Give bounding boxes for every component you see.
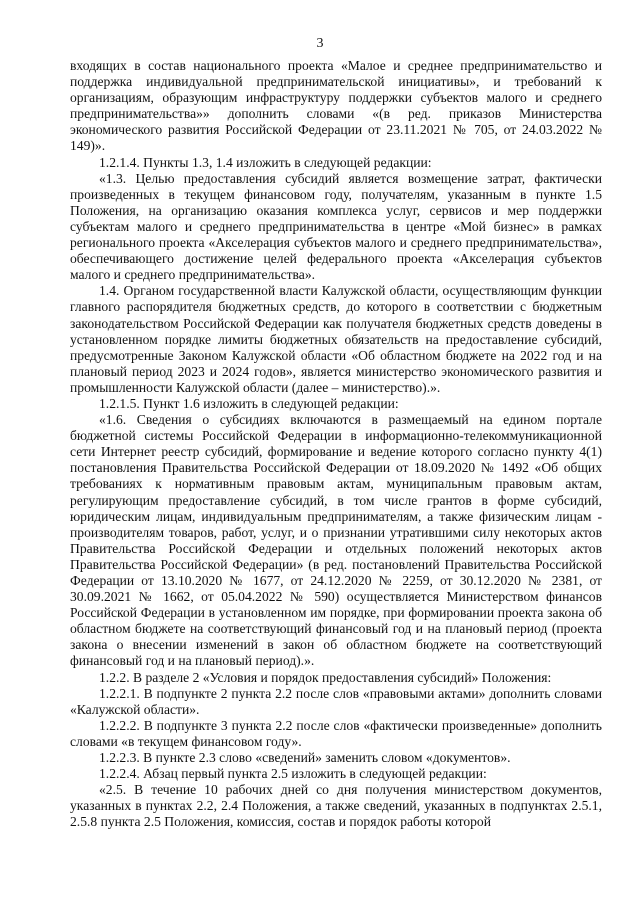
page-number: 3 xyxy=(316,36,324,51)
paragraph: «1.3. Целью предоставления субсидий является возмещение затрат, фактически произведенных в текущем финансовом году, получателям, указанным в пункте 1.5 Положения, на организацию оказания комплекса услуг, сервисов и мер поддержки субъектам малого и среднего предпринимательства в центре «Мой бизнес» в рамках регионального проекта «Акселерация субъектов малого и среднего предпринимательства», обеспечивающего достижение целей федерального проекта «Акселерация субъектов малого и среднего предпринимательства». xyxy=(70,170,602,283)
paragraph: 1.2.1.5. Пункт 1.6 изложить в следующей редакции: xyxy=(99,395,399,411)
paragraph: 1.2.2.2. В подпункте 3 пункта 2.2 после слов «фактически произведенные» дополнить словами «в текущем финансовом году». xyxy=(70,717,602,749)
paragraph: 1.2.2. В разделе 2 «Условия и порядок предоставления субсидий» Положения: xyxy=(99,669,552,685)
paragraph: 1.2.2.1. В подпункте 2 пункта 2.2 после слов «правовыми актами» дополнить словами «Калужской области». xyxy=(70,685,602,717)
paragraph: «2.5. В течение 10 рабочих дней со дня получения министерством документов, указанных в пунктах 2.2, 2.4 Положения, а также сведений, указанных в подпунктах 2.5.1, 2.5.8 пункта 2.5 Положения, комиссия, состав и порядок работы которой xyxy=(70,782,602,830)
paragraph: 1.4. Органом государственной власти Калужской области, осуществляющим функции главного распорядителя бюджетных средств, до которого в соответствии с бюджетным законодательством Российской Федерации как получателя бюджетных средств доведены в установленном порядке лимиты бюджетных обязательств на предоставление субсидий, предусмотренные Законом Калужской области «Об областном бюджете на 2022 год и на плановый период 2023 и 2024 годов», является министерство экономического развития и промышленности Калужской области (далее – министерство).». xyxy=(70,283,602,395)
paragraph: 1.2.1.4. Пункты 1.3, 1.4 изложить в следующей редакции: xyxy=(99,154,432,170)
paragraph: входящих в состав национального проекта «Малое и среднее предпринимательство и поддержка индивидуальной предпринимательской инициативы», и требований к организациям, образующим инфраструктуру поддержки субъектов малого и среднего предпринимательства»» дополнить словами «(в ред. приказов Министерства экономического развития Российской Федерации от 23.11.2021 № 705, от 24.03.2022 № 149)». xyxy=(70,58,602,154)
paragraph: «1.6. Сведения о субсидиях включаются в размещаемый на едином портале бюджетной системы Российской Федерации в информационно-телекоммуникационной сети Интернет реестр субсидий, формирование и ведение которого согласно пункту 4(1) постановления Правительства Российской Федерации от 18.09.2020 № 1492 «Об общих требованиях к нормативным правовым актам, муниципальным правовым актам, регулирующим предоставление субсидий, в том числе грантов в форме субсидий, юридическим лицам, индивидуальным предпринимателям, а также физическим лицам - производителям товаров, работ, услуг, и о признании утратившими силу некоторых актов Правительства Российской Федерации и отдельных положений некоторых актов Правительства Российской Федерации» (в ред. постановлений Правительства Российской Федерации от 13.10.2020 № 1677, от 24.12.2020 № 2259, от 30.12.2020 № 2381, от 30.09.2021 № 1662, от 05.04.2022 № 590) осуществляется Министерством финансов Российской Федерации в установленном им порядке, при формировании проекта закона об областном бюджете на соответствующий финансовый год и на плановый период (проекта закона о внесении изменений в закон об областном бюджете на соответствующий финансовый год и на плановый период).». xyxy=(70,412,602,669)
document-body xyxy=(70,58,602,831)
paragraph: 1.2.2.4. Абзац первый пункта 2.5 изложить в следующей редакции: xyxy=(99,766,487,782)
paragraph: 1.2.2.3. В пункте 2.3 слово «сведений» заменить словом «документов». xyxy=(99,750,511,766)
